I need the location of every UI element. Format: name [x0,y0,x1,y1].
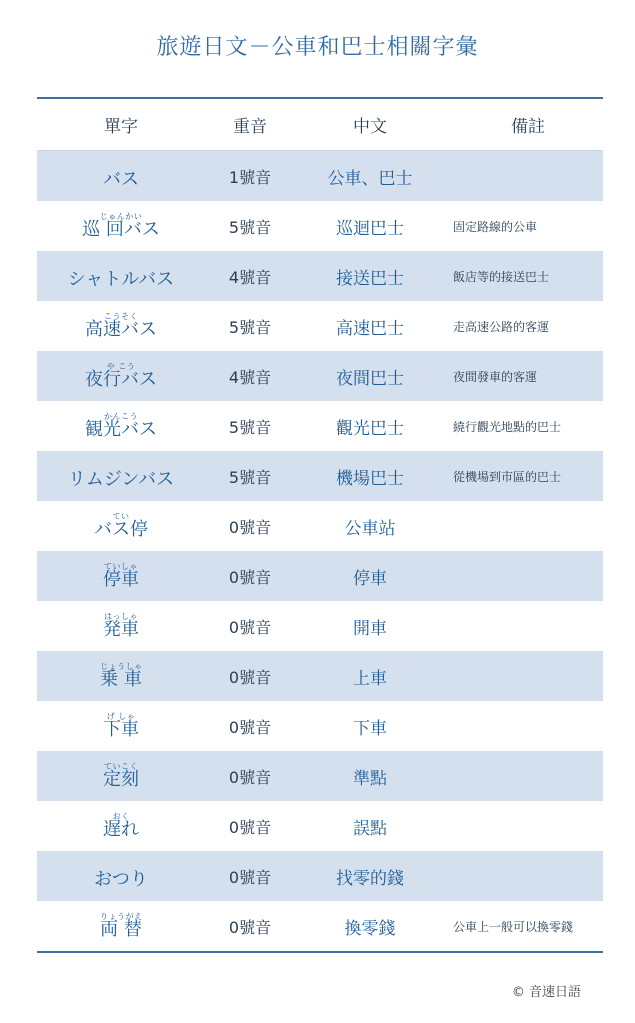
chinese-cell: 準點 [353,768,387,789]
note-cell: 走高速公路的客運 [453,319,550,334]
japanese-word [103,812,139,840]
word-text: 発車 [103,619,139,640]
furigana: ていこく [104,762,138,771]
furigana: じゅんかい [99,212,143,221]
word-text: 遅れ [103,819,139,840]
furigana: じょうしゃ [100,662,143,671]
word-cell [37,762,205,790]
chinese-cell: 高速巴士 [336,318,404,339]
furigana: おく [112,812,130,821]
chinese-cell: 下車 [353,718,387,739]
japanese-word [103,562,139,590]
accent-cell: 0號音 [228,817,272,837]
accent-cell: 0號音 [228,867,272,887]
chinese-cell: 停車 [353,568,387,589]
word-cell [37,212,205,240]
chinese-cell: 公車站 [344,518,396,539]
furigana: はっしゃ [104,612,138,621]
word-text: 両 替 [100,919,142,940]
japanese-word [103,712,139,740]
chinese-cell: 開車 [353,618,387,639]
word-text: バス [103,169,139,190]
word-cell [37,612,205,640]
header-word: 單字 [104,117,138,137]
word-text: 乗 車 [100,669,142,690]
table-row [37,651,603,701]
word-cell [37,362,205,390]
note-cell: 繞行觀光地點的巴士 [453,419,562,434]
word-cell [37,562,205,590]
accent-cell: 5號音 [228,217,272,237]
japanese-word [103,612,139,640]
header-chinese: 中文 [353,117,387,137]
accent-cell: 0號音 [228,717,272,737]
word-text: 観光バス [85,419,157,440]
word-text: 夜行バス [85,369,157,390]
accent-cell: 0號音 [228,617,272,637]
word-text: 停車 [103,569,139,590]
table-row [37,501,603,551]
table-row [37,601,603,651]
accent-cell: 5號音 [228,417,272,437]
chinese-cell: 夜間巴士 [336,368,404,389]
chinese-cell: 接送巴士 [336,268,404,289]
furigana: てい [112,512,130,521]
japanese-word [85,362,157,390]
chinese-cell: 換零錢 [344,918,396,939]
table-row [37,901,603,951]
chinese-cell: 公車、巴士 [327,168,413,189]
japanese-word [103,762,139,790]
table-row [37,201,603,251]
word-text: 下車 [103,719,139,740]
furigana: や こう [106,362,136,371]
furigana: げ しゃ [106,712,136,721]
word-cell [37,162,205,190]
word-text: 巡 回バス [82,219,160,240]
japanese-word [94,862,148,890]
word-text: おつり [94,869,148,890]
table-row [37,701,603,751]
furigana: ていしゃ [104,562,138,571]
word-cell [37,912,205,940]
word-text: シャトルバス [67,269,175,290]
chinese-cell: 上車 [353,668,387,689]
table-row [37,151,603,201]
accent-cell: 5號音 [228,317,272,337]
accent-cell: 4號音 [228,367,272,387]
accent-cell: 0號音 [228,517,272,537]
accent-cell: 0號音 [228,767,272,787]
note-cell: 從機場到市區的巴士 [453,469,562,484]
table-body [37,151,603,951]
word-cell [37,662,205,690]
word-text: バス停 [94,519,148,540]
word-text: 定刻 [103,769,139,790]
chinese-cell: 機場巴士 [336,468,404,489]
japanese-word [82,212,160,240]
japanese-word [68,462,174,490]
vocab-table [37,97,603,953]
table-row [37,801,603,851]
chinese-cell: 巡迴巴士 [336,218,404,239]
accent-cell: 0號音 [228,917,272,937]
table-header [37,99,603,151]
table-row [37,451,603,501]
note-cell: 公車上一般可以換零錢 [453,919,574,934]
note-cell: 固定路線的公車 [453,219,538,234]
japanese-word [85,312,157,340]
chinese-cell: 找零的錢 [336,868,404,889]
accent-cell: 0號音 [228,667,272,687]
table-row [37,551,603,601]
header-accent: 重音 [233,117,267,137]
japanese-word [94,512,148,540]
japanese-word [103,162,139,190]
word-cell [37,862,205,890]
note-cell: 夜間發車的客運 [453,369,538,384]
word-cell [37,712,205,740]
furigana: こうそく [104,312,138,321]
header-note: 備註 [511,117,545,137]
table-row [37,251,603,301]
accent-cell: 1號音 [228,167,272,187]
accent-cell: 5號音 [228,467,272,487]
table-row [37,351,603,401]
word-cell [37,312,205,340]
word-cell [37,462,205,490]
table-row [37,851,603,901]
page-title: 旅遊日文－公車和巴士相關字彙 [156,35,479,60]
accent-cell: 4號音 [228,267,272,287]
note-cell: 飯店等的接送巴士 [453,269,550,284]
copyright: © 音速日語 [511,985,581,1000]
word-text: 高速バス [85,319,157,340]
table-row [37,751,603,801]
word-cell [37,412,205,440]
japanese-word [100,912,142,940]
table-row [37,301,603,351]
furigana: かんこう [104,412,138,421]
table-row [37,401,603,451]
word-cell [37,262,205,290]
accent-cell: 0號音 [228,567,272,587]
japanese-word [68,262,174,290]
chinese-cell: 觀光巴士 [336,418,404,439]
word-cell [37,512,205,540]
furigana: りょうがえ [100,912,143,921]
word-cell [37,812,205,840]
chinese-cell: 誤點 [353,818,387,839]
japanese-word [100,662,142,690]
word-text: リムジンバス [67,469,175,490]
japanese-word [85,412,157,440]
